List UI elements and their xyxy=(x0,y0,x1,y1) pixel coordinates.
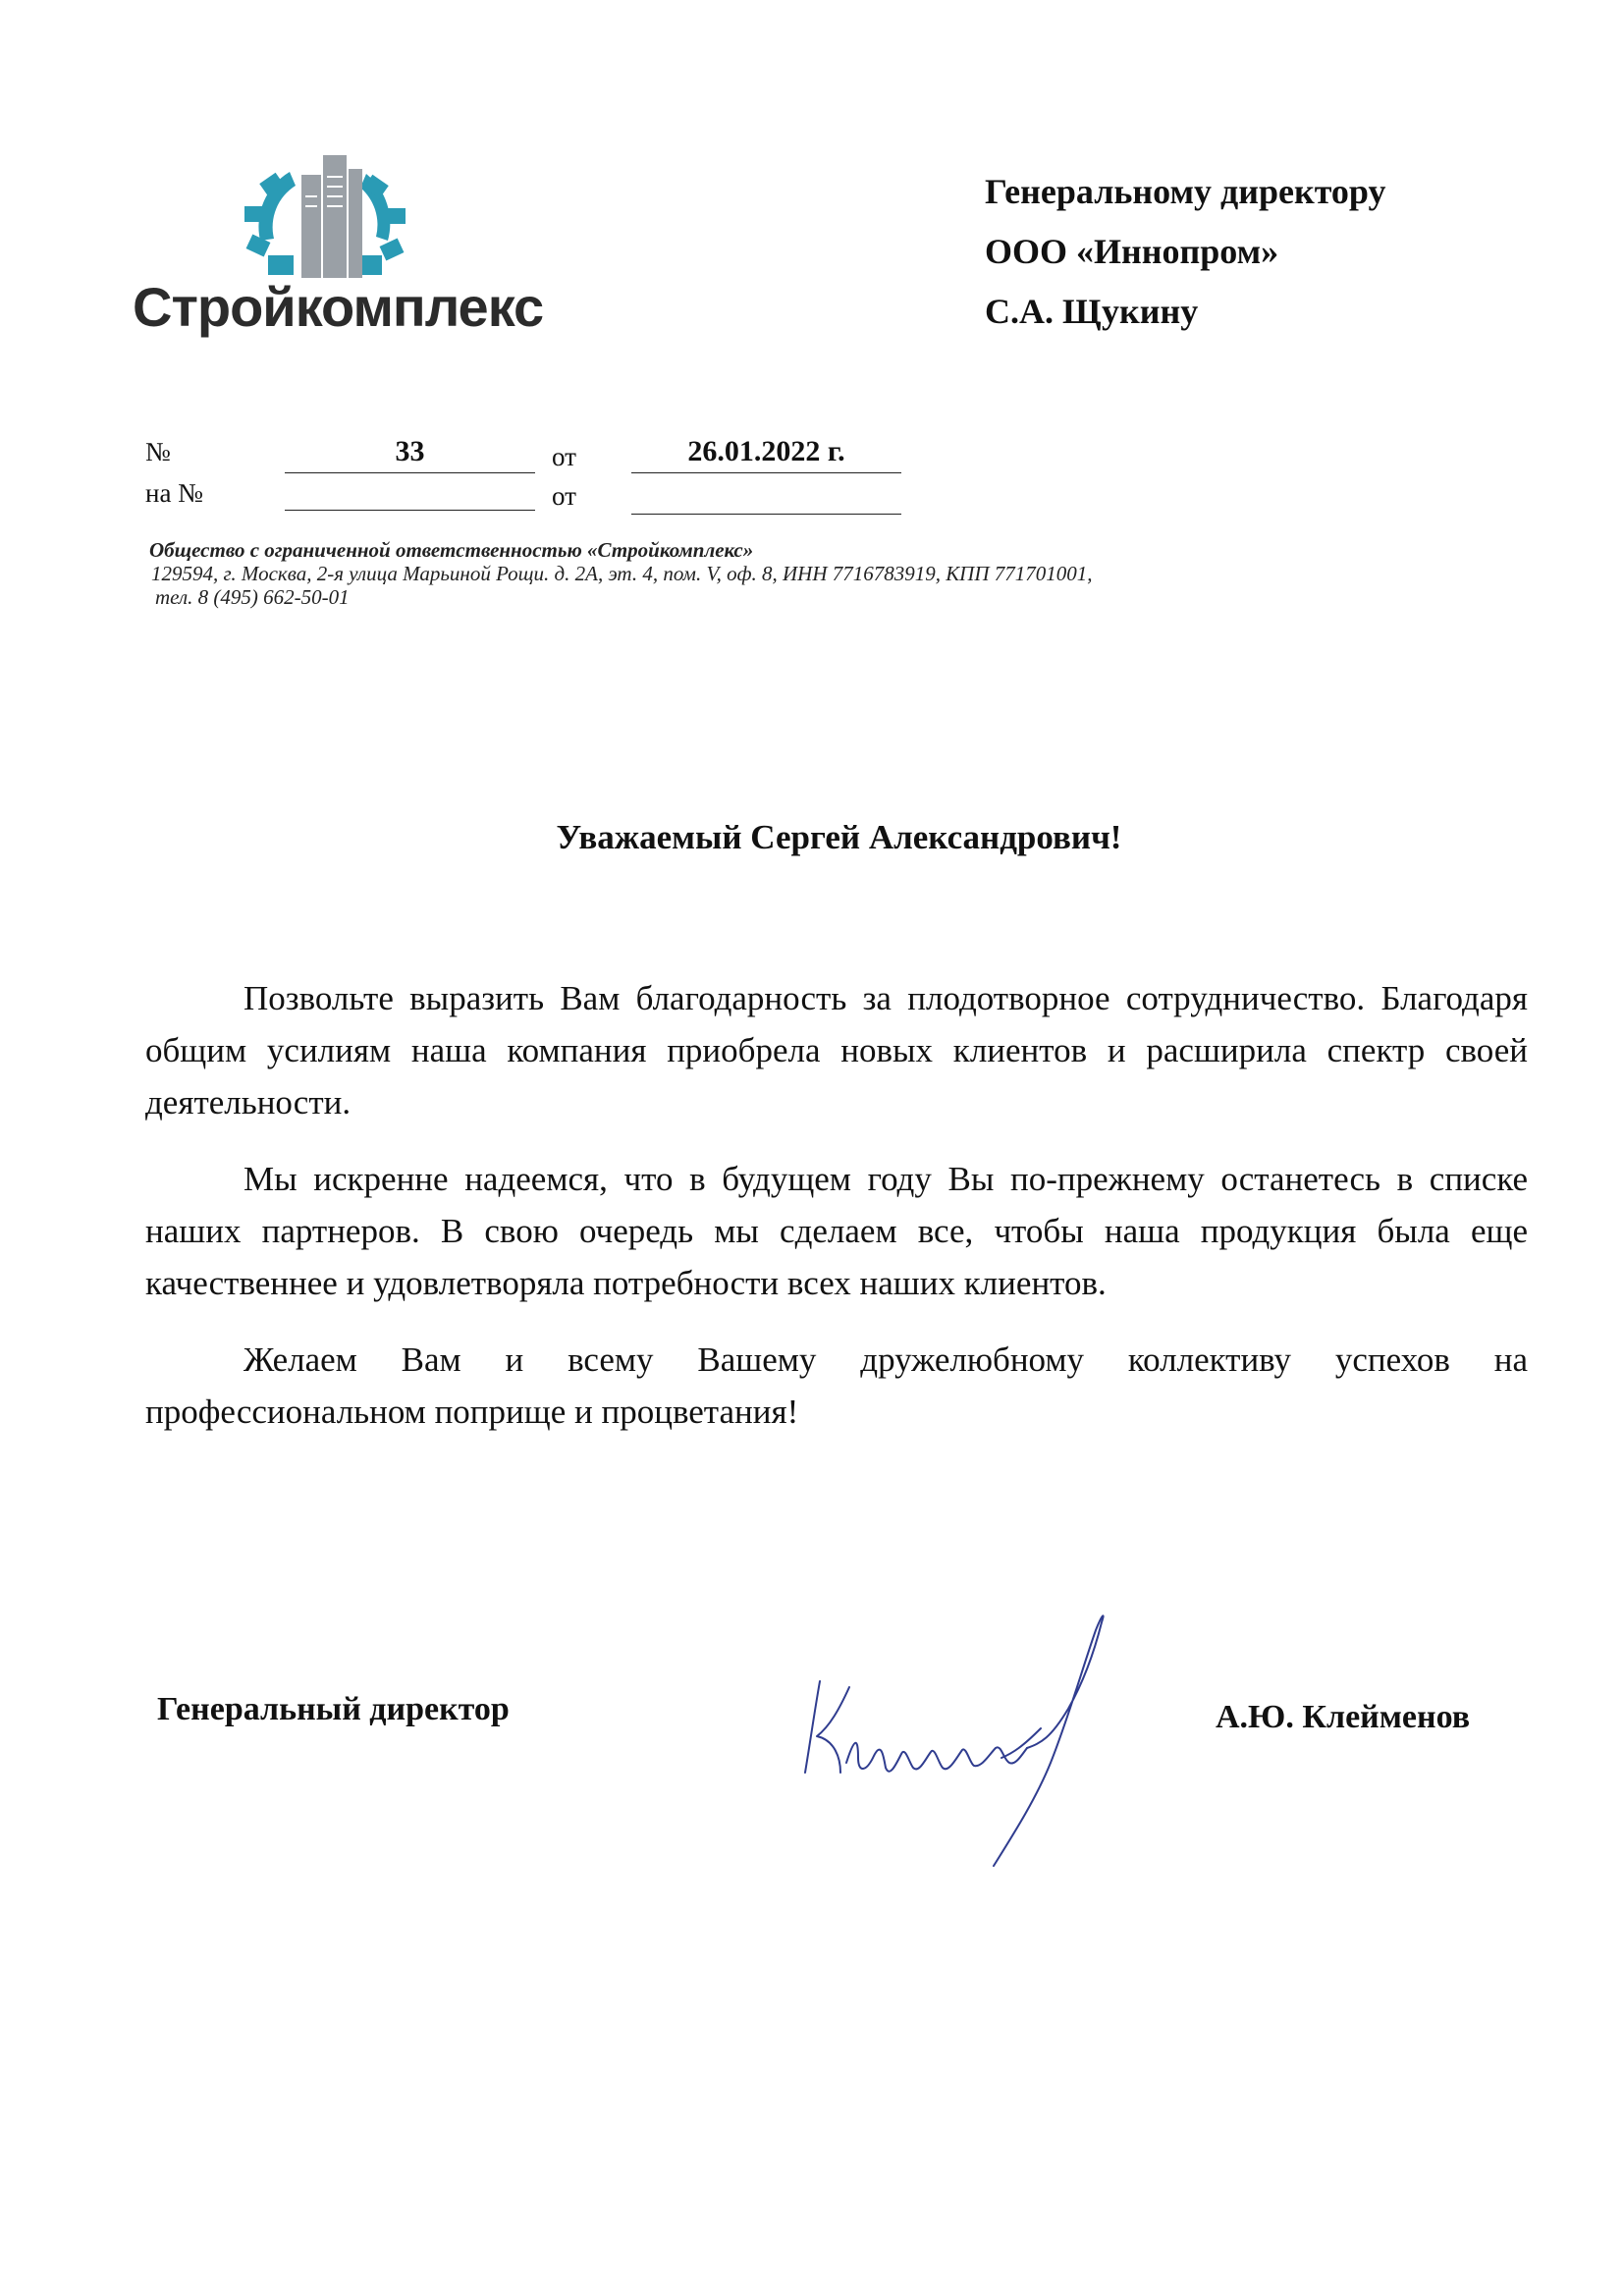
company-address: 129594, г. Москва, 2-я улица Марьиной Рощи. д. 2А, эт. 4, пом. V, оф. 8, ИНН 7716783919, КПП 771701001, xyxy=(151,562,1093,585)
reply-number-line xyxy=(285,509,535,511)
company-details xyxy=(149,538,1093,609)
reply-from-label: от xyxy=(552,481,576,511)
gear-building-logo-icon xyxy=(241,147,407,280)
ref-number-label: № xyxy=(145,437,171,466)
reply-number-label: на № xyxy=(145,478,203,508)
salutation: Уважаемый Сергей Александрович! xyxy=(556,818,1122,856)
signatory-title: Генеральный директор xyxy=(157,1691,510,1727)
company-logo xyxy=(133,147,545,344)
company-name: Общество с ограниченной ответственностью «Стройкомплекс» xyxy=(149,538,754,562)
ref-from-label: от xyxy=(552,442,576,471)
handwritten-signature xyxy=(756,1571,1168,1895)
recipient-company: ООО «Иннопром» xyxy=(985,232,1279,271)
body-paragraph-2: Мы искренне надеемся, что в будущем году Вы по-прежнему останетесь в списке наших партнеров. В свою очередь мы сделаем все, чтобы наша продукция была еще качественнее и удовлетворяла потребности всех наших клиентов. xyxy=(145,1160,1528,1302)
ref-date-value: 26.01.2022 г. xyxy=(687,435,845,467)
body-paragraph-3: Желаем Вам и всему Вашему дружелюбному коллективу успехов на профессиональном поприще и процветания! xyxy=(145,1340,1528,1431)
recipient-name: С.А. Щукину xyxy=(985,292,1199,331)
letter-body xyxy=(145,972,1528,1462)
company-phone: тел. 8 (495) 662-50-01 xyxy=(155,585,350,609)
logo-text: Стройкомплекс xyxy=(133,276,544,338)
reply-date-line xyxy=(631,513,901,515)
ref-number-line xyxy=(285,471,535,473)
ref-number-value: 33 xyxy=(395,435,425,467)
signatory-name: А.Ю. Клейменов xyxy=(1216,1699,1471,1735)
recipient-position: Генеральному директору xyxy=(985,172,1386,211)
ref-date-line xyxy=(631,471,901,473)
body-paragraph-1: Позвольте выразить Вам благодарность за плодотворное сотрудничество. Благодаря общим усилиям наша компания приобрела новых клиентов и расширила спектр своей деятельности. xyxy=(145,979,1528,1121)
recipient-block xyxy=(985,162,1385,342)
